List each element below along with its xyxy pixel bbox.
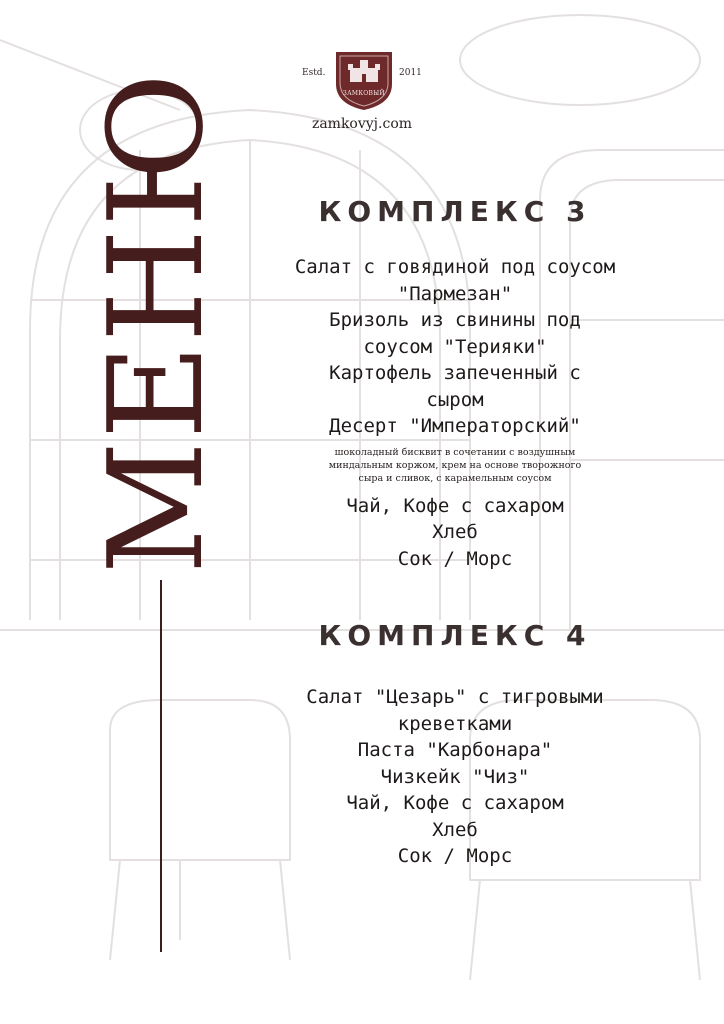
logo-year-label: 2011 — [399, 68, 422, 78]
website-link[interactable]: zamkovyj.com — [311, 116, 413, 132]
menu-item-line: Паста "Карбонара" — [357, 739, 553, 761]
castle-shield-icon — [332, 46, 396, 112]
menu-item-line: Салат с говядиной под соусом — [294, 256, 616, 278]
menu-item-line: Чай, Кофе с сахаром — [346, 792, 564, 814]
logo-estd-label: Estd. — [302, 68, 326, 78]
dessert-description-line: сыра и сливок, с карамельным соусом — [358, 472, 552, 484]
menu-vertical-title — [80, 69, 232, 575]
complex-4-items — [240, 684, 670, 870]
menu-item-line: сыром — [426, 388, 484, 411]
menu-item-line: Картофель запеченный с — [329, 362, 581, 384]
menu-item-line: "Пармезан" — [397, 282, 513, 305]
dessert-description-line: миндальным коржом, крем на основе творожного — [328, 459, 582, 471]
menu-item-line: Салат "Цезарь" с тигровыми — [306, 686, 604, 708]
complex-4-title: КОМПЛЕКС 4 — [318, 619, 592, 652]
menu-item-line: Чизкейк "Чиз" — [380, 765, 530, 788]
brand-logo[interactable] — [296, 46, 428, 138]
menu-item-line: соусом "Терияки" — [363, 335, 547, 358]
dessert-description-line: шоколадный бисквит в сочетании с воздушным — [334, 446, 576, 458]
menu-item-line: Хлеб — [432, 521, 478, 543]
menu-item-line: Бризоль из свинины под — [329, 309, 581, 331]
menu-item-line: Чай, Кофе с сахаром — [346, 494, 564, 517]
complex-3-title: КОМПЛЕКС 3 — [318, 195, 592, 228]
complex-3-section — [240, 192, 670, 572]
complex-4-section — [240, 616, 670, 870]
menu-item-line: Сок / Морс — [397, 547, 513, 570]
dessert-description — [285, 446, 625, 485]
menu-item-line: Десерт "Императорский" — [329, 415, 581, 437]
logo-name-text: ЗАМКОВЫЙ — [343, 90, 385, 97]
complex-3-items — [240, 254, 670, 572]
menu-item-line: Хлеб — [432, 818, 478, 841]
menu-item-line: Сок / Морс — [397, 845, 513, 867]
vertical-divider-line — [160, 580, 162, 952]
menu-title-text: МЕНЮ — [80, 69, 232, 575]
menu-item-line: креветками — [397, 712, 513, 735]
